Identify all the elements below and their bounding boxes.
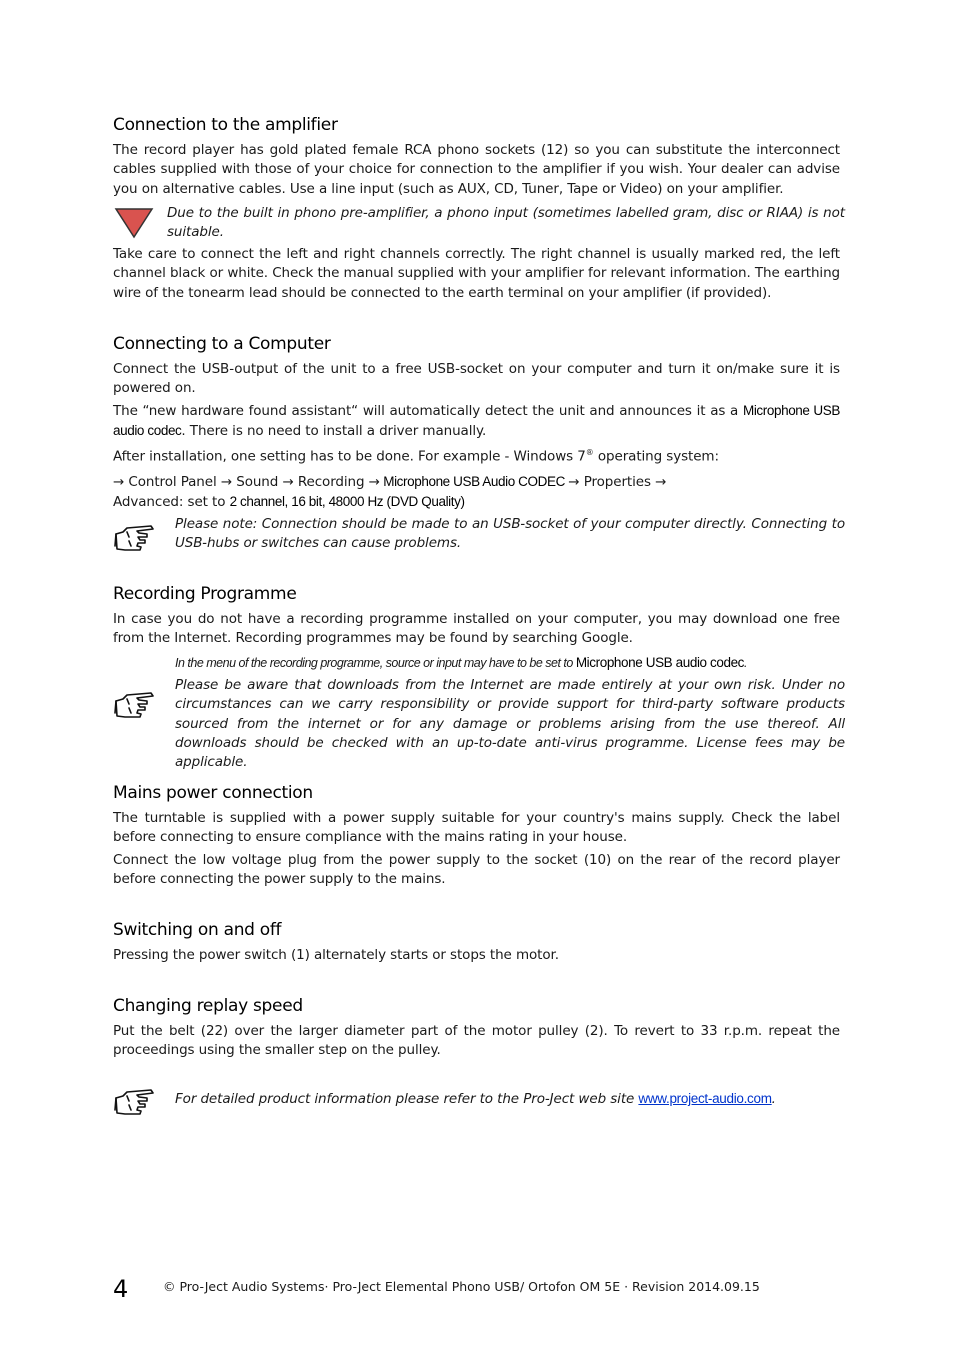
recording-note-device-highlight: Microphone USB audio codec xyxy=(575,655,745,670)
switching-paragraph-1: Pressing the power switch (1) alternately starts or stops the motor. xyxy=(113,947,559,963)
heading-mains: Mains power connection xyxy=(113,783,313,803)
path-control-panel: Control Panel xyxy=(124,474,221,490)
recording-note-1 xyxy=(175,653,845,673)
computer-note: Please note: Connection should be made to an USB-socket of your computer directly. Connecting to USB-hubs or switches can cause problems. xyxy=(175,516,845,552)
path-sound: Sound xyxy=(232,474,283,490)
pointing-hand-icon xyxy=(113,522,155,552)
path-advanced: Advanced: set to xyxy=(113,494,230,511)
amp-warning-note: Due to the built in phono pre-amplifier, a phono input (sometimes labelled gram, disc or RIAA) is not suitable. xyxy=(167,205,845,241)
arrow-icon: → xyxy=(568,474,580,490)
heading-speed: Changing replay speed xyxy=(113,996,303,1016)
pointing-hand-icon xyxy=(113,1086,155,1116)
computer-paragraph-2 xyxy=(113,401,840,442)
heading-amplifier: Connection to the amplifier xyxy=(113,115,338,135)
recording-note-2: Please be aware that downloads from the Internet are made entirely at your own risk. Under no circumstances can we carry responsibility or provide support for third-party software products sourced from the internet or for any damage or problems arising from the use thereof. All downloads should be checked with an up-to-date anti-virus programme. License fees may be applicable. xyxy=(175,677,845,771)
arrow-icon: → xyxy=(113,474,125,490)
device-name-highlight: Microphone USB audio codec xyxy=(113,403,840,439)
footer-copyright: © Pro-Ject Audio Systems· Pro-Ject Elemental Phono USB/ Ortofon OM 5E · Revision 2014.09.15 xyxy=(163,1279,760,1294)
mains-paragraph-1: The turntable is supplied with a power supply suitable for your country's mains supply. Check the label before connecting to ensure compliance with the mains rating in your house. xyxy=(113,810,840,846)
heading-computer: Connecting to a Computer xyxy=(113,334,331,354)
computer-p2-text-b: . There is no need to install a driver manually. xyxy=(181,423,487,440)
path-properties: Properties xyxy=(579,474,656,490)
arrow-icon: → xyxy=(220,474,233,490)
computer-p3-text-a: After installation, one setting has to be done. For example - Windows 7 xyxy=(113,448,586,465)
computer-paragraph-1: Connect the USB-output of the unit to a free USB-socket on your computer and turn it on/make sure it is powered on. xyxy=(113,361,840,397)
settings-path xyxy=(113,472,840,513)
mains-paragraph-2: Connect the low voltage plug from the power supply to the socket (10) on the rear of the record player before connecting the power supply to the mains. xyxy=(113,852,840,888)
amp-paragraph-2: Take care to connect the left and right channels correctly. The right channel is usually marked red, the left channel black or white. Check the manual supplied with your amplifier for relevant information. The earthing wire of the tonearm lead should be connected to the earth terminal on your amplifier (if provided). xyxy=(113,246,840,301)
info-note xyxy=(175,1089,845,1109)
computer-p2-text-a: The “new hardware found assistant“ will automatically detect the unit and announces it as a xyxy=(113,403,743,419)
warning-triangle-icon xyxy=(114,207,154,239)
path-microphone-codec: Microphone USB Audio CODEC xyxy=(379,474,569,489)
info-note-text: For detailed product information please refer to the Pro-Ject web site xyxy=(175,1091,639,1107)
recording-paragraph-1: In case you do not have a recording programme installed on your computer, you may download one free from the Internet. Recording programmes may be found by searching Google. xyxy=(113,611,840,647)
path-recording: Recording xyxy=(293,474,369,490)
computer-p3-text-b: operating system: xyxy=(593,448,719,465)
recording-note-1-text-b: . xyxy=(744,656,748,670)
speed-paragraph-1: Put the belt (22) over the larger diameter part of the motor pulley (2). To revert to 33 r.p.m. repeat the proceedings using the smaller step on the pulley. xyxy=(113,1023,840,1059)
computer-paragraph-3 xyxy=(113,443,840,467)
website-link[interactable]: www.project-audio.com xyxy=(638,1091,772,1106)
page-number: 4 xyxy=(113,1275,129,1303)
arrow-icon: → xyxy=(368,474,380,490)
heading-recording: Recording Programme xyxy=(113,584,297,604)
path-quality-setting: 2 channel, 16 bit, 48000 Hz (DVD Quality) xyxy=(229,494,465,510)
info-note-end: . xyxy=(771,1091,776,1107)
arrow-icon: → xyxy=(655,474,667,490)
amp-paragraph-1: The record player has gold plated female RCA phono sockets (12) so you can substitute the interconnect cables supplied with those of your choice for connection to the amplifier if you wish. Your dealer can advise you on alternative cables. Use a line input (such as AUX, CD, Tuner, Tape or Video) on your amplifier. xyxy=(113,142,840,197)
heading-switching: Switching on and off xyxy=(113,920,282,940)
pointing-hand-icon xyxy=(113,689,155,719)
recording-note-1-text-a: In the menu of the recording programme, source or input may have to be set to xyxy=(175,656,576,670)
registered-mark: ® xyxy=(585,448,594,457)
arrow-icon: → xyxy=(282,474,294,490)
